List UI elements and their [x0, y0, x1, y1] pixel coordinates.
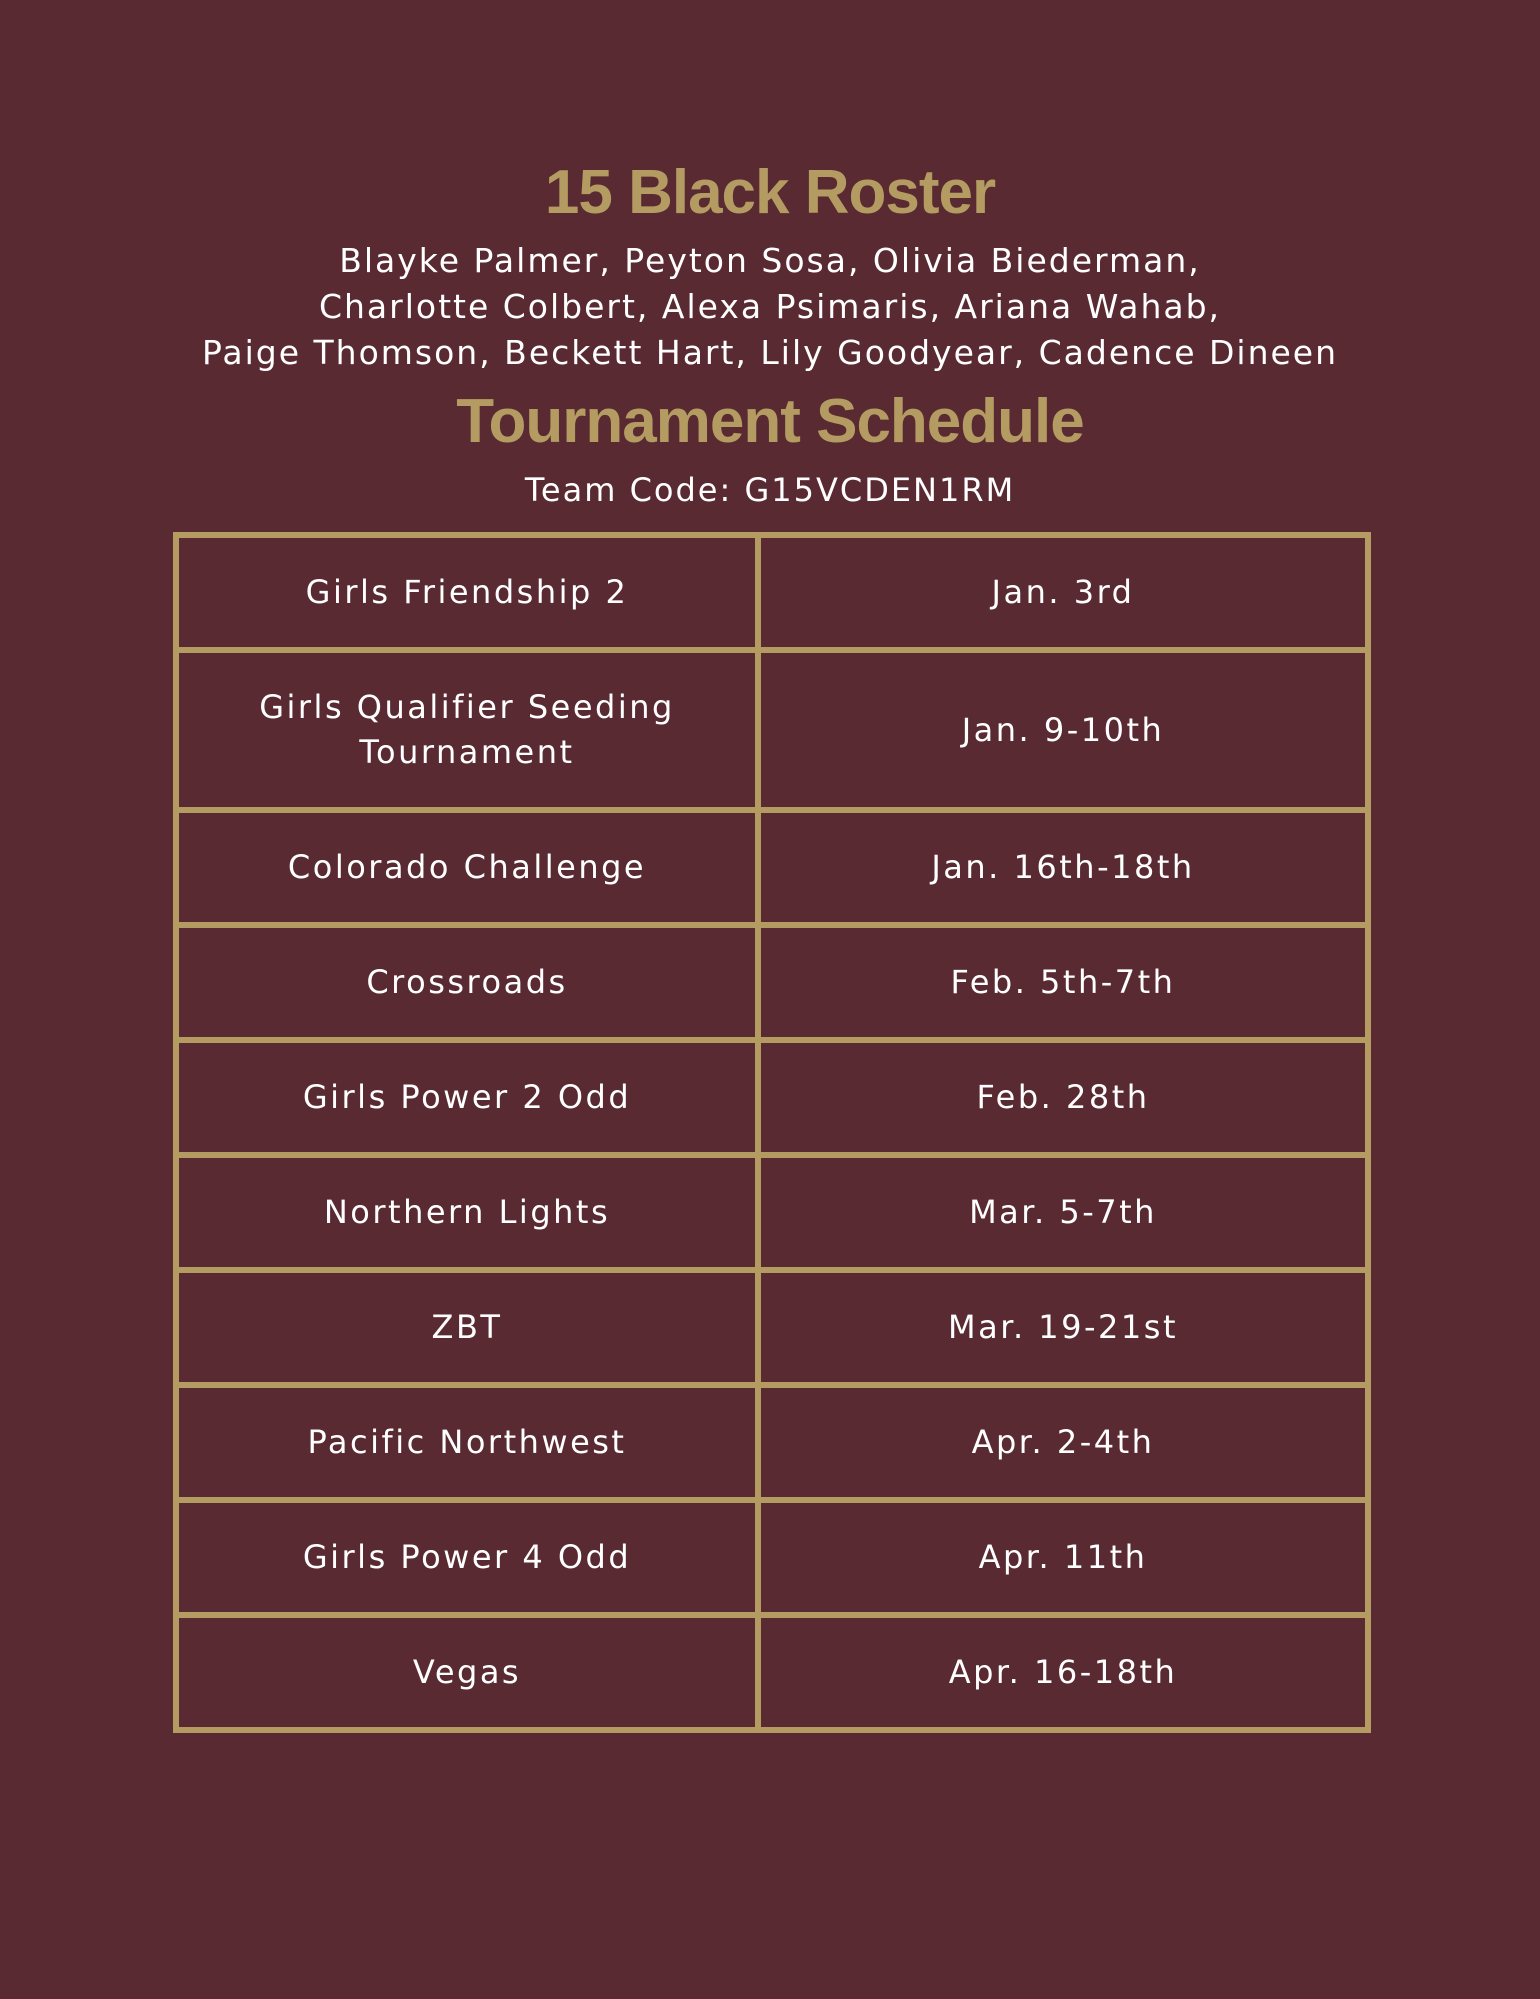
event-name: Girls Qualifier Seeding Tournament: [176, 650, 758, 810]
roster-line: Charlotte Colbert, Alexa Psimaris, Ariana Wahab,: [318, 287, 1222, 326]
table-row: [176, 1040, 1368, 1155]
roster-line: Paige Thomson, Beckett Hart, Lily Goodyear, Cadence Dineen: [201, 333, 1339, 372]
event-date: Mar. 5-7th: [758, 1155, 1368, 1270]
event-name: Vegas: [176, 1615, 758, 1730]
schedule-table: [173, 532, 1371, 1733]
table-row: [176, 1155, 1368, 1270]
event-name: Girls Power 2 Odd: [176, 1040, 758, 1155]
event-name: Pacific Northwest: [176, 1385, 758, 1500]
event-date: Feb. 5th-7th: [758, 925, 1368, 1040]
table-row: [176, 810, 1368, 925]
table-row: [176, 1615, 1368, 1730]
table-row: [176, 1385, 1368, 1500]
schedule-title: Tournament Schedule: [456, 387, 1084, 456]
table-row: [176, 650, 1368, 810]
roster-names: [0, 238, 1540, 376]
event-name: Crossroads: [176, 925, 758, 1040]
event-date: Apr. 2-4th: [758, 1385, 1368, 1500]
event-date: Jan. 9-10th: [758, 650, 1368, 810]
event-name: Girls Power 4 Odd: [176, 1500, 758, 1615]
event-name: Colorado Challenge: [176, 810, 758, 925]
event-name: ZBT: [176, 1270, 758, 1385]
event-date: Mar. 19-21st: [758, 1270, 1368, 1385]
event-date: Jan. 16th-18th: [758, 810, 1368, 925]
table-row: [176, 1500, 1368, 1615]
event-date: Jan. 3rd: [758, 535, 1368, 650]
event-date: Feb. 28th: [758, 1040, 1368, 1155]
event-date: Apr. 16-18th: [758, 1615, 1368, 1730]
roster-line: Blayke Palmer, Peyton Sosa, Olivia Biederman,: [339, 241, 1201, 280]
event-name: Girls Friendship 2: [176, 535, 758, 650]
team-code: Team Code: G15VCDEN1RM: [524, 471, 1016, 509]
event-name: Northern Lights: [176, 1155, 758, 1270]
table-row: [176, 535, 1368, 650]
roster-title: 15 Black Roster: [544, 158, 996, 227]
event-date: Apr. 11th: [758, 1500, 1368, 1615]
table-row: [176, 1270, 1368, 1385]
table-row: [176, 925, 1368, 1040]
